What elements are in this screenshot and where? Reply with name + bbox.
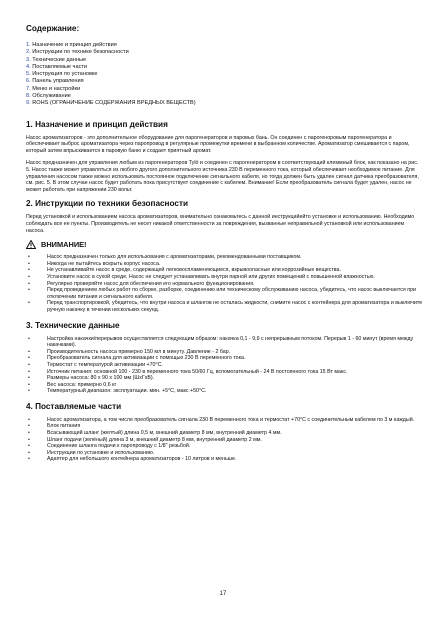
toc-item <box>26 49 424 56</box>
bullet-icon: • <box>28 430 30 437</box>
section-2-title: 2. Инструкции по техники безопасности <box>26 199 188 209</box>
bullet-icon: • <box>28 361 30 368</box>
safety-list <box>26 254 424 313</box>
bullet-item <box>26 349 424 356</box>
supplied-parts-list <box>26 417 424 463</box>
toc-item-number: 6. <box>26 78 31 85</box>
bullet-text: Перед проведением любых работ по сборке, разборке, соединению или техническому обслуживанию насоса, убедитесь, что насос выключается при отключении питания и сигнального кабеля. <box>47 287 416 300</box>
bullet-icon: • <box>28 449 30 456</box>
bullet-text: Адаптер для небольшого контейнера ароматизаторов - 10 литров и меньше. <box>47 456 237 463</box>
bullet-icon: • <box>28 416 30 423</box>
bullet-text: Настройка накачки/перерывов осуществляется следующим образом: накачка 0,1 - 9,9 с непрерывным потоком. Перерыв 1 - 60 минут (время между накачками). <box>47 335 414 349</box>
toc-item-number: 5. <box>26 71 31 78</box>
toc-title: Содержание: <box>26 24 80 33</box>
bullet-item <box>26 417 424 424</box>
bullet-icon: • <box>28 368 30 375</box>
toc-item-number: 7. <box>26 85 31 92</box>
toc-item <box>26 78 424 85</box>
bullet-item <box>26 443 424 450</box>
section-3-title: 3. Технические данные <box>26 320 120 330</box>
bullet-text: Инструкции по установке и использованию. <box>47 449 155 456</box>
bullet-text: Преобразователь сигнала для активизации с помощью 230 В переменного тока. <box>47 355 246 362</box>
bullet-icon: • <box>28 273 30 280</box>
bullet-icon: • <box>28 381 30 388</box>
bullet-item <box>26 362 424 369</box>
bullet-item <box>26 369 424 376</box>
bullet-text: Блок питания <box>47 423 81 430</box>
bullet-icon: • <box>28 443 30 450</box>
bullet-text: Размеры насоса: 80 x 90 x 100 мм (ШхГхВ). <box>47 375 155 382</box>
toc-item <box>26 100 424 107</box>
toc-item <box>26 71 424 78</box>
bullet-text: Соединение шланга подачи к паропроводу с 1/8" резьбой. <box>47 443 191 450</box>
toc-item-text: Инструкции по технике безопасности <box>32 49 129 56</box>
toc-item-text: Меню и настройки <box>32 85 81 92</box>
bullet-text: Никогда не пытайтесь вскрыть корпус насоса. <box>47 260 161 267</box>
bullet-item <box>26 281 424 288</box>
bullet-icon: • <box>28 254 30 261</box>
bullet-icon: • <box>28 267 30 274</box>
bullet-icon: • <box>28 388 30 395</box>
bullet-icon: • <box>28 355 30 362</box>
bullet-text: Не устанавливайте насос в среде, содержащей легковоспламеняющиеся, взрывоопасные или коррозийные вещества. <box>47 267 341 274</box>
bullet-item <box>26 336 424 349</box>
bullet-text: Регулярно проверяйте насос для обеспечения его нормального функционирования. <box>47 280 255 287</box>
bullet-item <box>26 287 424 300</box>
page-number: 17 <box>219 591 227 597</box>
toc-item-number: 2. <box>26 49 31 56</box>
bullet-text: Всасывающий шланг (желтый) длина 0,5 м, внешний диаметр 8 мм, внутренний диаметр 4 мм. <box>47 430 282 437</box>
section-2-paragraph-1: Перед установкой и использованием насоса ароматизаторов, внимательно ознакомьтесь с данной инструкцийейто установке и использованию. Необходимо соблюдать все ее пункты. Производитель не несет никакой ответственности за повреждения, вызванные неправильной установкой или использованием насоса. <box>26 214 415 234</box>
document-page <box>26 24 424 470</box>
toc-item <box>26 86 424 93</box>
bullet-icon: • <box>28 348 30 355</box>
bullet-text: Перед транспортировкой, убедитесь, что внутри насоса и шлангов не осталась жидкости, снимите насос с контейнера для ароматизатора и выключите ручную накачку в течении нескольких секунд. <box>47 300 423 313</box>
toc-item <box>26 93 424 100</box>
toc-item-text: Обслуживание <box>32 93 71 100</box>
bullet-icon: • <box>28 375 30 382</box>
toc-item-number: 8. <box>26 93 31 100</box>
toc-item <box>26 42 424 49</box>
toc-item <box>26 64 424 71</box>
toc-item-number: 3. <box>26 56 31 63</box>
bullet-icon: • <box>28 456 30 463</box>
bullet-icon: • <box>28 335 30 342</box>
section-1-title: 1. Назначение и принцип действия <box>26 119 168 129</box>
toc-item <box>26 57 424 64</box>
bullet-icon: • <box>28 423 30 430</box>
bullet-icon: • <box>28 260 30 267</box>
toc-item-text: Поставляемые части <box>32 63 88 70</box>
bullet-item <box>26 430 424 437</box>
toc-item-text: Технические данные <box>32 56 87 63</box>
toc-item-text: ROHS (ОГРАНИЧЕНИЕ СОДЕРЖАНИЯ ВРЕДНЫХ ВЕЩЕСТВ) <box>32 100 196 107</box>
bullet-item <box>26 300 424 313</box>
toc-item-number: 1. <box>26 42 31 48</box>
bullet-icon: • <box>28 436 30 443</box>
bullet-text: Насос ароматизатора, а том числе преобразователь сигнала 230 В переменного тока и термостат +70°С с соединительным кабелем по 3 м каждый. <box>47 416 415 423</box>
bullet-text: Источник питания: основной 100 - 230 в переменного тока 50/60 Гц, вспомогательный - 24 В постоянного тока 15 Вт макс. <box>47 368 348 375</box>
bullet-icon: • <box>28 300 30 307</box>
section-1-paragraph-2: Насос предназначен для управления любым из парогенераторов Tylö и соединен с парогенератором в соответствующий клеммный блок, как показано на рис. 5. Насос также может управляться из любого другого дополнительного источника 230 В переменного тока, который обеспечивает необходимое питание. Для управления насосом также можно использовать постоянное подключение сигнального кабеля, но тогда должен быть удален сигнал датчика преобразователя, см. рис. 5. В этом случае насос будет работать пока присутствует соединение с кабелем. Внимание! Если преобразователь сигнала будет удален, насос не может работать при напряжении 230 вольт. <box>26 160 419 193</box>
bullet-text: Шланг подачи (зелёный) длина 3 м, внешний диаметр 8 мм, внутренний диаметр 2 мм. <box>47 436 262 443</box>
bullet-text: Термостат с температурой активизации +70°С. <box>47 361 163 368</box>
bullet-text: Насос предназначен только для использования с ароматизаторами, рекомендованными поставщиком. <box>47 254 302 261</box>
tech-data-list <box>26 336 424 395</box>
bullet-icon: • <box>28 287 30 294</box>
warning-triangle-icon <box>26 240 36 249</box>
bullet-text: Установите насос в сухой среде. Насос не следует устанавливать внутри парной или других помещений с повышенной влажностью. <box>47 273 375 280</box>
bullet-item <box>26 456 424 463</box>
bullet-item <box>26 355 424 362</box>
bullet-text: Производительность насоса примерно 150 мл в минуту. Давление - 2 бар. <box>47 348 231 355</box>
toc-item-text: Панель управления <box>32 78 84 85</box>
warning-label: ВНИМАНИЕ! <box>41 240 87 250</box>
toc-item-number: 9. <box>26 100 31 107</box>
bullet-text: Температурный диапазон: эксплуатации. мин. +5°С, макс +50°С. <box>47 388 207 395</box>
toc-item-number: 4. <box>26 63 31 70</box>
bullet-item <box>26 375 424 382</box>
bullet-text: Вес насоса: примерно 0,6 кг <box>47 381 117 388</box>
bullet-item <box>26 388 424 395</box>
bullet-item <box>26 274 424 281</box>
bullet-icon: • <box>28 280 30 287</box>
toc-item-text: Назначение и принцип действия <box>32 42 117 48</box>
bullet-item <box>26 254 424 261</box>
section-1-paragraph-1: Насос ароматизаторов - это дополнительное оборудование для парогенераторов и паровых бань. Он соединен с парогеноровым парогенератора и обеспечивает выброс ароматизатора через паропровод в регулярные промежутки времени в выбранном количестве. Ароматизатор смешивается с паром, который затем впрыскивается в паровую баню и создает приятный аромат. <box>26 134 410 154</box>
toc-list <box>26 42 424 108</box>
toc-item-text: Инструкция по установке <box>32 71 98 78</box>
bullet-item <box>26 267 424 274</box>
warning-heading <box>26 240 424 249</box>
section-4-title: 4. Поставляемые части <box>26 401 122 411</box>
